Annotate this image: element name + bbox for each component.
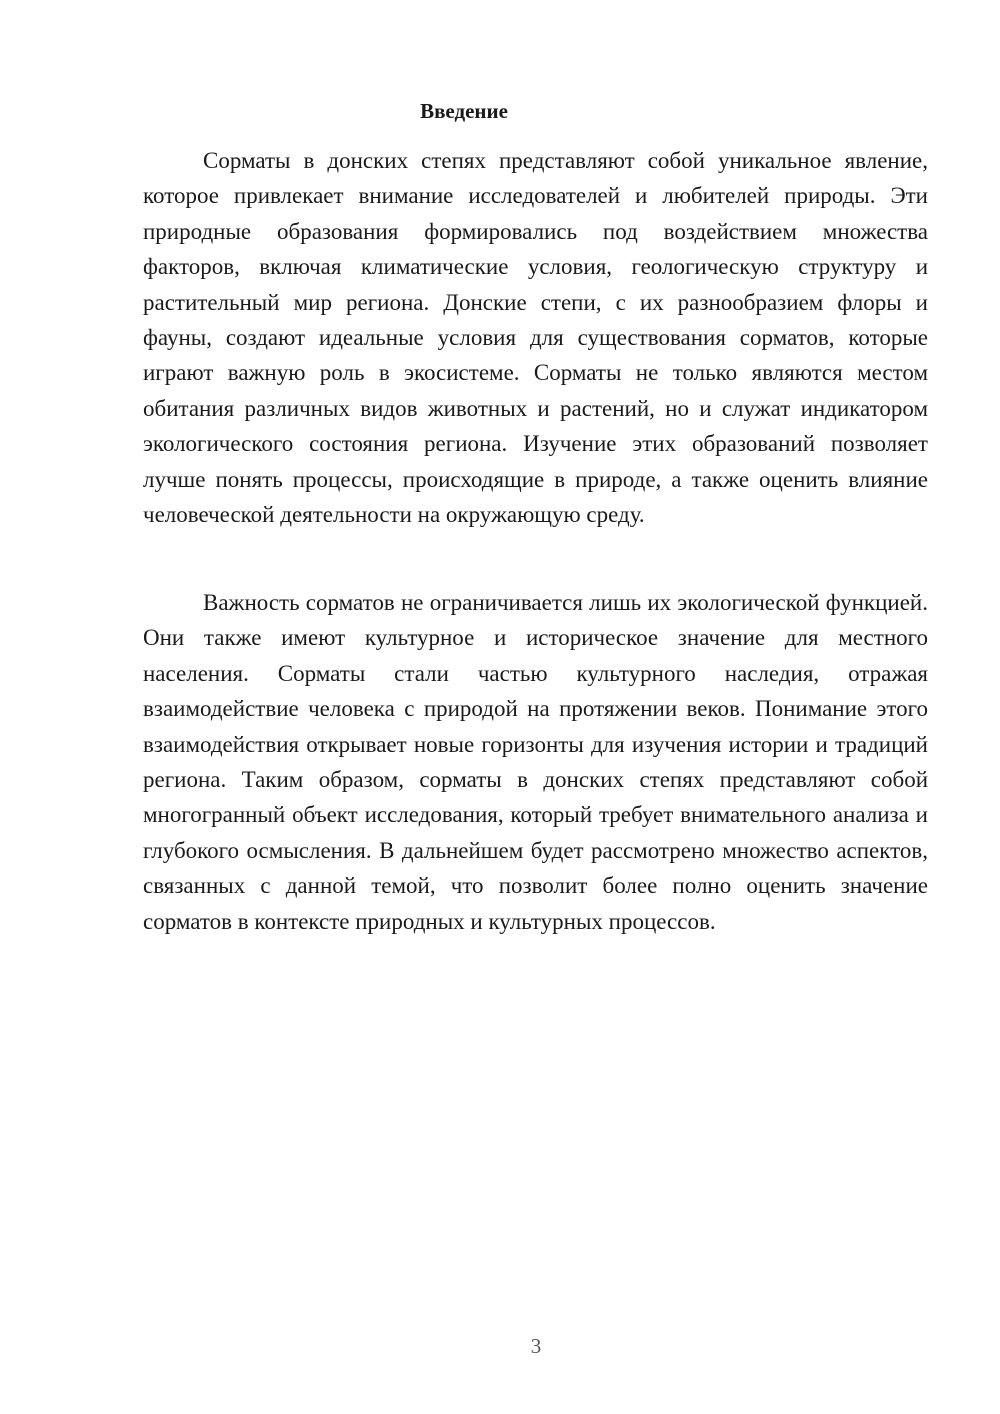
paragraph-2: Важность сорматов не ограничивается лишь их экологической функцией. Они также имеют культурное и историческое значение для местного населения. Сорматы стали частью культурного наследия, отражая взаимодействие человека с природой на протяжении веков. Понимание этого взаимодействия открывает новые горизонты для изучения истории и традиций региона. Таким образом, сорматы в донских степях представляют собой многогранный объект исследования, который требует внимательного анализа и глубокого осмысления. В дальнейшем будет рассмотрено множество аспектов, связанных с данной темой, что позволит более полно оценить значение сорматов в контексте природных и культурных процессов. [143, 590, 928, 934]
section-heading: Введение [420, 99, 508, 123]
page-number: 3 [530, 1334, 542, 1358]
paragraph-1: Сорматы в донских степях представляют собой уникальное явление, которое привлекает внимание исследователей и любителей природы. Эти природные образования формировались под воздействием множества факторов, включая климатические условия, геологическую структуру и растительный мир региона. Донские степи, с их разнообразием флоры и фауны, создают идеальные условия для существования сорматов, которые играют важную роль в экосистеме. Сорматы не только являются местом обитания различных видов животных и растений, но и служат индикатором экологического состояния региона. Изучение этих образований позволяет лучше понять процессы, происходящие в природе, а также оценить влияние человеческой деятельности на окружающую среду. [143, 148, 928, 528]
